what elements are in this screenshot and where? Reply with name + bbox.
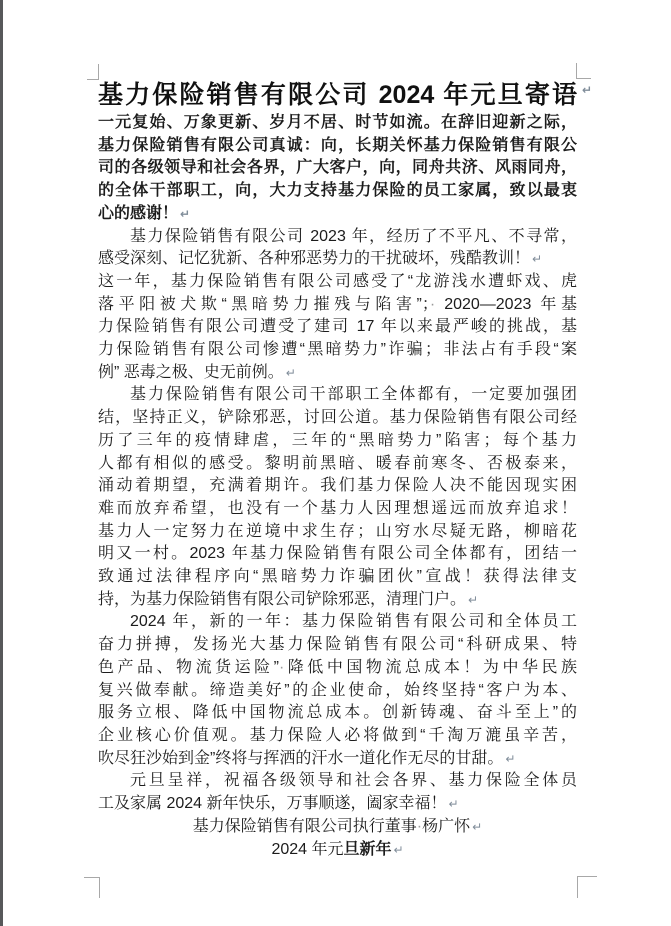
text-run: 服务立根、降低中国物流总成本。创新铸魂、奋斗至上”的 [98,704,577,722]
text-run: 元旦呈祥，祝福各级领导和社会各界、基力保险全体员 [130,772,577,790]
paragraph-mark-icon: ↵ [285,365,296,380]
text-line [98,589,577,612]
text-run: 基力保险销售有限公司执行董事 [192,817,417,835]
text-run: 涌动着期望，充满着期许。我们基力保险人决不能因现实困 [98,477,577,495]
text-line [98,339,577,362]
text-run: 人都有相似的感受。黎明前黑暗、暖春前寒冬、否极泰来， [98,454,577,472]
text-line [98,543,577,566]
text-run: 降低中国物流总成本！为中华民族 [284,658,577,676]
text-run: 吹尽狂沙始到金”终将与挥洒的汗水一道化作无尽的甘甜。 [98,749,504,767]
text-line [98,725,577,748]
space-mark: · [416,817,423,835]
text-run: 结，坚持正义，铲除邪恶，讨回公道。基力保险销售有限公司经 [98,409,577,427]
text-run: 历了三年的疫情肆虐，三年的“黑暗势力”陷害；每个基力 [98,431,577,449]
text-line [98,271,577,294]
text-line [98,157,577,180]
text-run: 一元复始、万象更新、岁月不居、时节如流。在辞旧迎新之际， [98,114,577,131]
paragraph-mark-icon: ↵ [505,751,516,766]
paragraph-mark-icon: ↵ [581,83,592,97]
text-run: 心的感谢！ [98,204,179,222]
text-run: 色产品、物流货运险” [98,658,279,676]
paragraph-mark-icon: ↵ [532,252,543,267]
text-run: 杨广怀 [422,817,471,835]
document-text-area[interactable] [98,79,592,861]
text-run: 基力人一定努力在逆境中求生存；山穷水尽疑无路，柳暗花 [98,522,577,540]
document-title [98,79,592,112]
paragraph-mark-icon: ↵ [180,206,191,221]
margin-mark-bottom-left [84,877,100,898]
text-run: 复兴做奉献。缔造美好”的企业使命，始终坚持“客户为本、 [98,681,577,699]
text-line [98,453,577,476]
text-line [98,702,577,725]
text-line [98,430,577,453]
text-line [98,362,577,385]
text-run: 基力保险销售有限公司干部职工全体都有，一定要加强团 [130,386,577,404]
paragraph-mark-icon: ↵ [448,797,459,812]
text-line [98,521,577,544]
margin-mark-bottom-right [577,876,597,898]
text-line [98,839,577,862]
text-line [98,770,577,793]
document-body [98,112,577,861]
text-run: 落平阳被犬欺“黑暗势力摧残与陷害”； [98,295,430,313]
text-line [98,634,577,657]
text-line [98,316,577,339]
text-run: 2020—2023 年基 [435,295,577,313]
text-line [98,611,577,634]
text-run: 持，为基力保险销售有限公司铲除邪恶，清理门户。 [98,590,467,608]
text-line [98,226,577,249]
text-run: 力保险销售有限公司遭受了建司 17 年以来最严峻的挑战，基 [98,318,577,336]
text-line [98,112,577,135]
text-run: 工及家属 2024 新年快乐，万事顺遂，阖家幸福！ [98,795,447,813]
text-line [98,566,577,589]
text-run: 难而放弃希望，也没有一个基力人因理想遥远而放弃追求！ [98,499,577,517]
text-run: 明又一村。2023 年基力保险销售有限公司全体都有，团结一 [98,545,577,563]
space-mark: · [429,295,436,313]
document-title-text: 基力保险销售有限公司 2024 年元旦寄语 [98,81,577,109]
text-run: 力保险销售有限公司惨遭“黑暗势力”诈骗；非法占有手段“案 [98,341,577,359]
text-run: 旦新年 [343,840,392,858]
text-line [98,294,577,317]
text-run: 司的各级领导和社会各界，广大客户，向，同舟共济、风雨同舟， [98,159,577,177]
text-run: 2024 年，新的一年：基力保险销售有限公司和全体员工 [130,613,577,631]
text-line [98,384,577,407]
text-run: 企业核心价值观。基力保险人必将做到“千淘万漉虽辛苦， [98,726,577,744]
text-run: 基力保险销售有限公司真诚：向，长期关怀基力保险销售有限公 [98,136,577,154]
text-run: 奋力拼搏，发扬光大基力保险销售有限公司“科研成果、特 [98,636,577,654]
text-run: 2024 年元 [271,840,344,858]
text-line [98,180,577,203]
text-line [98,657,577,680]
text-line [98,248,577,271]
text-line [98,475,577,498]
text-run: 感受深刻、记忆犹新、各种邪恶势力的干扰破坏，残酷教训！ [98,250,531,268]
text-line [98,135,577,158]
paragraph-mark-icon: ↵ [468,592,479,607]
margin-mark-top-left [87,64,99,80]
text-run: 基力保险销售有限公司 2023 年，经历了不平凡、不寻常， [130,227,577,245]
paragraph-mark-icon: ↵ [393,842,404,857]
text-run: 致通过法律程序向“黑暗势力诈骗团伙”宣战！获得法律支 [98,568,577,586]
paragraph-mark-icon: ↵ [472,819,483,834]
text-line [98,793,577,816]
text-run: 的全体干部职工，向，大力支持基力保险的员工家属，致以最衷 [98,182,577,200]
text-line [98,816,577,839]
page-edge-strip [0,0,3,926]
text-line [98,407,577,430]
text-run: 这一年，基力保险销售有限公司感受了“龙游浅水遭虾戏、虎 [98,272,577,290]
text-run: 例” 恶毒之极、史无前例。 [98,363,284,381]
text-line [98,680,577,703]
text-line [98,498,577,521]
space-mark: · [278,658,285,676]
text-line [98,748,577,771]
text-line [98,203,577,226]
